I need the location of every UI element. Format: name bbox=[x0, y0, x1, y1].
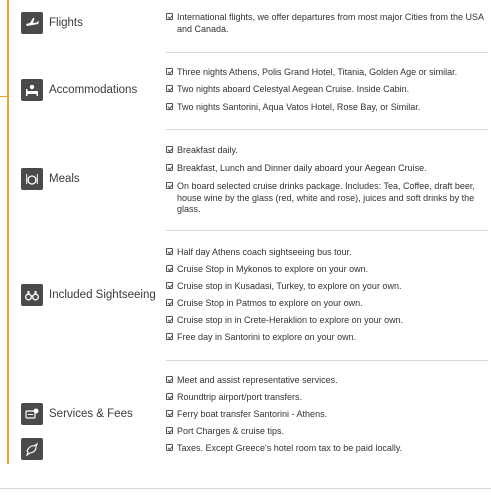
category-label-accommodations: Accommodations bbox=[49, 84, 138, 96]
divider bbox=[166, 52, 488, 53]
list-item: On board selected cruise drinks package. Includes: Tea, Coffee, draft beer, house wine by the glass (red, white and rose), juices and soft drinks by the glass. bbox=[166, 181, 486, 216]
list-item: Taxes. Except Greece's hotel room tax to be paid locally. bbox=[166, 443, 486, 455]
list-item: Half day Athens coach sightseeing bus tour. bbox=[166, 247, 486, 259]
list-item: Meet and assist representative services. bbox=[166, 375, 486, 387]
binoculars-icon bbox=[21, 284, 43, 306]
divider bbox=[166, 129, 488, 130]
check-icon bbox=[166, 103, 173, 110]
list-item: Breakfast daily. bbox=[166, 145, 486, 157]
check-icon bbox=[166, 182, 173, 189]
list-item: Ferry boat transfer Santorini - Athens. bbox=[166, 409, 486, 421]
divider bbox=[166, 360, 488, 361]
list-item: Cruise Stop in Mykonos to explore on your own. bbox=[166, 264, 486, 276]
check-icon bbox=[166, 248, 173, 255]
list-item: Two nights Santorini, Aqua Vatos Hotel, Rose Bay, or Similar. bbox=[166, 102, 486, 114]
list-item: Breakfast, Lunch and Dinner daily aboard your Aegean Cruise. bbox=[166, 163, 486, 175]
check-icon bbox=[166, 282, 173, 289]
check-icon bbox=[166, 316, 173, 323]
list-item: Three nights Athens, Polis Grand Hotel, Titania, Golden Age or similar. bbox=[166, 67, 486, 79]
list-item: Free day in Santorini to explore on your own. bbox=[166, 332, 486, 344]
hotel-bed-icon bbox=[21, 79, 43, 101]
bottom-divider bbox=[0, 488, 491, 489]
check-icon bbox=[166, 68, 173, 75]
check-icon bbox=[166, 376, 173, 383]
check-icon bbox=[166, 85, 173, 92]
timeline-tick bbox=[0, 96, 8, 97]
category-label-services-fees: Services & Fees bbox=[49, 408, 133, 420]
list-item: Cruise Stop in Patmos to explore on your own. bbox=[166, 298, 486, 310]
list-item: International flights, we offer departures from most major Cities from the USA and Canada. bbox=[166, 12, 486, 35]
check-icon bbox=[166, 265, 173, 272]
category-label-meals: Meals bbox=[49, 173, 80, 185]
check-icon bbox=[166, 333, 173, 340]
check-icon bbox=[166, 444, 173, 451]
check-icon bbox=[166, 146, 173, 153]
timeline-line bbox=[7, 0, 9, 464]
check-icon bbox=[166, 427, 173, 434]
list-item: Port Charges & cruise tips. bbox=[166, 426, 486, 438]
dinner-plate-icon bbox=[21, 168, 43, 190]
category-label-flights: Flights bbox=[49, 17, 83, 29]
airplane-icon bbox=[21, 12, 43, 34]
list-item: Cruise stop in in Crete-Heraklion to explore on your own. bbox=[166, 315, 486, 327]
check-icon bbox=[166, 164, 173, 171]
list-item: Cruise stop in Kusadasi, Turkey, to explore on your own. bbox=[166, 281, 486, 293]
list-item: Two nights aboard Celestyal Aegean Cruise. Inside Cabin. bbox=[166, 84, 486, 96]
check-icon bbox=[166, 13, 173, 20]
list-item: Roundtrip airport/port transfers. bbox=[166, 392, 486, 404]
services-icon bbox=[21, 403, 43, 425]
divider bbox=[166, 230, 488, 231]
category-label-included-sightseeing: Included Sightseeing bbox=[49, 289, 156, 301]
check-icon bbox=[166, 410, 173, 417]
dove-icon bbox=[21, 438, 43, 460]
check-icon bbox=[166, 299, 173, 306]
check-icon bbox=[166, 393, 173, 400]
